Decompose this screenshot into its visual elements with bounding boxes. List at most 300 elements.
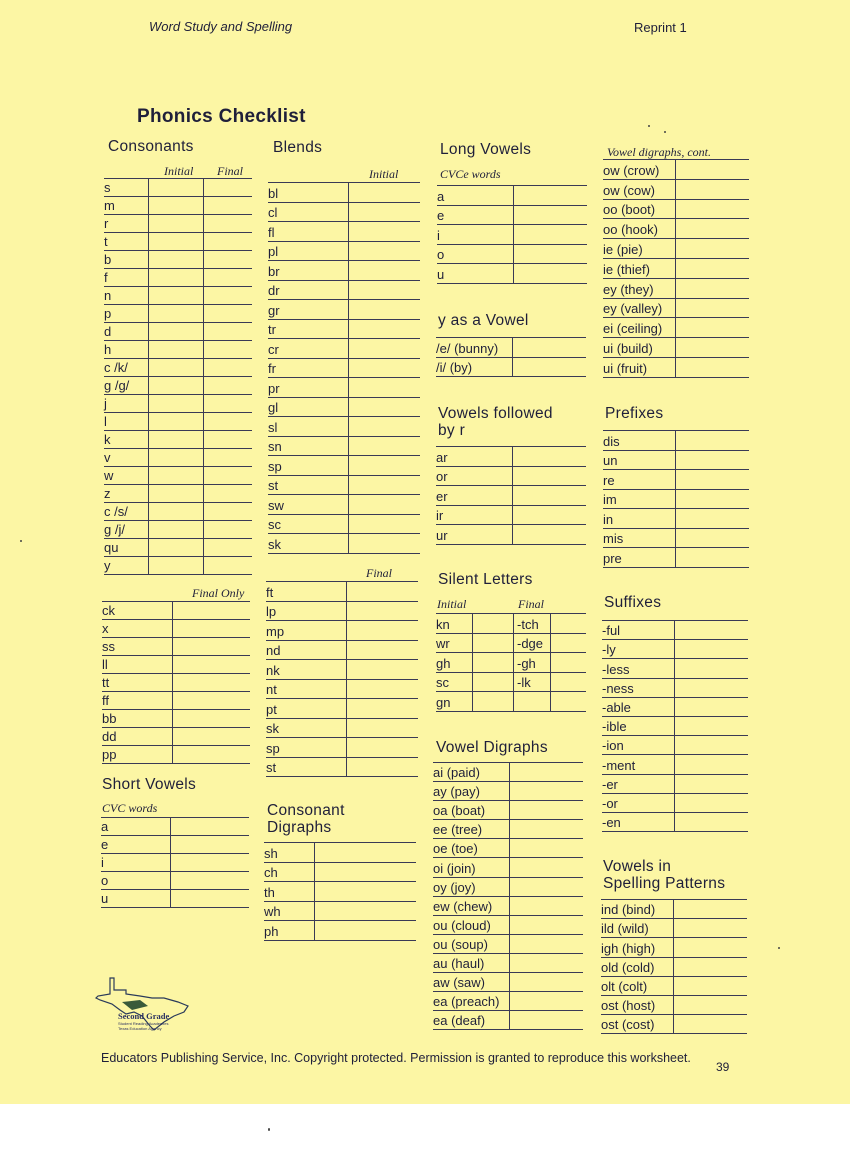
vowel-digraph-cont-row	[603, 219, 749, 239]
consonant-digraph-row	[264, 902, 416, 922]
row-label: -less	[602, 661, 630, 677]
second-grade-logo	[92, 976, 192, 1036]
column-divider	[674, 813, 675, 831]
consonant-row	[104, 179, 252, 197]
blend-row	[268, 495, 420, 515]
column-divider	[148, 539, 149, 556]
column-divider	[348, 242, 349, 261]
column-divider	[673, 996, 674, 1014]
row-label: st	[268, 478, 279, 493]
long-vowels-sub: CVCe words	[440, 167, 501, 181]
suffix-row	[602, 813, 748, 832]
consonant-row	[104, 215, 252, 233]
row-label: th	[264, 884, 275, 900]
row-label: ou (soup)	[433, 936, 488, 952]
column-divider	[172, 638, 173, 655]
column-divider	[346, 602, 347, 621]
column-divider	[172, 692, 173, 709]
consonant-digraph-row	[264, 863, 416, 883]
column-divider	[348, 417, 349, 436]
column-divider	[203, 359, 204, 376]
column-divider	[348, 183, 349, 202]
vowel-digraph-row	[433, 878, 583, 897]
short-vowels-heading: Short Vowels	[102, 776, 197, 793]
column-divider	[509, 897, 510, 915]
row-label: e	[437, 208, 445, 223]
consonant-row	[104, 359, 252, 377]
column-divider	[675, 219, 676, 238]
row-label: oy (joy)	[433, 879, 476, 895]
column-divider	[346, 738, 347, 757]
blend-row	[268, 261, 420, 281]
row-label: un	[603, 453, 618, 468]
final-only-row	[102, 746, 250, 764]
suffix-row	[602, 717, 748, 736]
row-label: sp	[268, 458, 282, 474]
column-divider	[203, 539, 204, 556]
column-divider	[172, 602, 173, 619]
silent-initial-cell: kn	[436, 616, 450, 632]
column-divider	[148, 251, 149, 268]
row-label: ou (cloud)	[433, 917, 491, 933]
row-label: i	[437, 227, 440, 243]
row-label: gl	[268, 400, 279, 415]
blend-row	[268, 378, 420, 398]
silent-letter-row	[436, 673, 586, 693]
row-label: oo (hook)	[603, 222, 658, 238]
consonant-row	[104, 323, 252, 341]
row-label: p	[104, 306, 112, 321]
row-label: n	[104, 288, 112, 303]
row-label: /i/ (by)	[436, 360, 473, 375]
column-divider	[348, 515, 349, 534]
final-only-table	[102, 601, 250, 764]
row-label: lp	[266, 604, 277, 619]
row-label: cr	[268, 341, 279, 357]
spelling-pattern-row	[601, 977, 747, 996]
row-label: ui (build)	[603, 340, 653, 356]
silent-final-cell: -gh	[517, 655, 536, 671]
row-label: sk	[266, 721, 279, 736]
column-divider	[472, 614, 473, 633]
column-divider	[203, 179, 204, 196]
row-label: oo (boot)	[603, 202, 656, 218]
row-label: ow (cow)	[603, 182, 656, 198]
column-divider	[348, 437, 349, 456]
column-divider	[675, 180, 676, 199]
row-label: olt (colt)	[601, 978, 648, 994]
blend-row	[268, 417, 420, 437]
vowel-digraph-row	[433, 820, 583, 839]
column-divider	[203, 233, 204, 250]
final-blend-row	[266, 758, 418, 778]
row-label: tr	[268, 322, 276, 337]
row-label: igh (high)	[601, 940, 656, 956]
column-divider	[203, 557, 204, 574]
row-label: sk	[268, 536, 281, 552]
column-divider	[170, 872, 171, 889]
consonant-digraph-row	[264, 921, 416, 941]
column-divider	[348, 222, 349, 241]
prefixes-table	[603, 430, 749, 568]
suffix-row	[602, 621, 748, 640]
row-label: pre	[603, 550, 622, 566]
logo-line-1: Second Grade	[118, 1011, 170, 1021]
row-label: -able	[602, 699, 631, 715]
row-label: x	[102, 621, 109, 636]
prefix-row	[603, 529, 749, 549]
column-divider	[148, 341, 149, 358]
column-divider	[472, 634, 473, 653]
column-divider	[314, 863, 315, 882]
row-label: re	[603, 472, 615, 488]
silent-letter-row	[436, 692, 586, 712]
row-label: ee (tree)	[433, 822, 483, 838]
column-divider	[509, 992, 510, 1010]
row-label: f	[104, 270, 108, 285]
header-title: Word Study and Spelling	[149, 19, 293, 34]
row-label: qu	[104, 540, 119, 555]
suffix-row	[602, 794, 748, 813]
suffix-row	[602, 640, 748, 659]
column-divider	[675, 358, 676, 377]
column-divider	[675, 200, 676, 219]
column-divider	[203, 485, 204, 502]
final-blend-row	[266, 641, 418, 661]
column-divider	[550, 634, 551, 653]
column-divider	[203, 449, 204, 466]
row-label: bb	[102, 711, 117, 726]
column-divider	[170, 854, 171, 871]
column-divider	[674, 775, 675, 793]
column-divider	[509, 1011, 510, 1029]
row-label: in	[603, 511, 614, 527]
column-divider	[348, 476, 349, 495]
short-vowel-row	[101, 854, 249, 872]
row-label: dr	[268, 283, 280, 298]
column-divider	[148, 377, 149, 394]
silent-initial-cell: sc	[436, 675, 449, 690]
row-label: ff	[102, 693, 109, 708]
column-divider	[673, 958, 674, 976]
column-divider	[148, 467, 149, 484]
final-only-row	[102, 620, 250, 638]
column-divider	[675, 338, 676, 357]
column-divider	[148, 557, 149, 574]
row-label: u	[437, 266, 445, 282]
vowel-digraph-row	[433, 763, 583, 782]
blends-initial-label: Initial	[369, 167, 399, 181]
row-label: g /g/	[104, 378, 130, 393]
long-vowel-row	[437, 264, 587, 284]
row-label: d	[104, 324, 112, 339]
column-divider	[348, 534, 349, 553]
column-divider	[172, 656, 173, 673]
column-divider	[172, 620, 173, 637]
column-divider	[674, 621, 675, 639]
column-divider	[550, 653, 551, 672]
column-divider	[509, 820, 510, 838]
row-label: im	[603, 492, 617, 507]
blend-row	[268, 476, 420, 496]
row-label: m	[104, 198, 115, 213]
consonants-heading: Consonants	[108, 138, 194, 155]
column-divider	[513, 225, 514, 244]
vowel-digraph-cont-row	[603, 338, 749, 358]
column-divider	[675, 239, 676, 258]
final-blend-row	[266, 699, 418, 719]
blend-row	[268, 320, 420, 340]
row-label: a	[437, 188, 445, 204]
column-divider	[675, 548, 676, 567]
row-label: -ment	[602, 757, 636, 773]
blend-row	[268, 534, 420, 554]
row-label: dis	[603, 433, 620, 449]
silent-letters-heading: Silent Letters	[438, 571, 533, 588]
column-divider	[512, 358, 513, 377]
blend-row	[268, 281, 420, 301]
final-only-row	[102, 692, 250, 710]
blend-row	[268, 300, 420, 320]
logo-line-3: Texas Education Agency	[118, 1026, 162, 1031]
spelling-pattern-row	[601, 938, 747, 957]
silent-letter-row	[436, 653, 586, 673]
column-divider	[673, 977, 674, 995]
row-label: -er	[602, 776, 618, 792]
final-only-row	[102, 656, 250, 674]
vowel-digraph-row	[433, 839, 583, 858]
consonant-digraphs-heading-2: Digraphs	[267, 819, 332, 836]
row-label: bl	[268, 185, 279, 201]
row-label: ild (wild)	[601, 921, 649, 937]
blend-row	[268, 242, 420, 262]
column-divider	[148, 305, 149, 322]
row-label: ck	[102, 603, 115, 618]
column-divider	[203, 503, 204, 520]
vowel-r-row	[436, 486, 586, 506]
row-label: ai (paid)	[433, 765, 480, 781]
prefix-row	[603, 470, 749, 490]
consonant-digraph-row	[264, 882, 416, 902]
column-divider	[509, 801, 510, 819]
row-label: fr	[268, 361, 276, 376]
column-divider	[203, 377, 204, 394]
consonant-row	[104, 251, 252, 269]
row-label: ind (bind)	[601, 902, 656, 918]
column-divider	[148, 359, 149, 376]
silent-letter-row	[436, 614, 586, 634]
row-label: u	[101, 891, 109, 906]
blends-heading: Blends	[273, 139, 323, 156]
suffix-row	[602, 755, 748, 774]
long-vowel-row	[437, 245, 587, 265]
vowel-r-row	[436, 447, 586, 467]
vowel-digraph-row	[433, 897, 583, 916]
row-label: ay (pay)	[433, 784, 480, 800]
row-label: mis	[603, 531, 624, 546]
blend-row	[268, 339, 420, 359]
column-divider	[675, 470, 676, 489]
suffixes-heading: Suffixes	[604, 594, 662, 611]
column-divider	[675, 529, 676, 548]
prefix-row	[603, 451, 749, 471]
suffix-row	[602, 736, 748, 755]
column-divider	[675, 451, 676, 470]
silent-initial-cell: gh	[436, 655, 451, 671]
y-vowel-row	[436, 338, 586, 358]
blend-row	[268, 359, 420, 379]
column-divider	[512, 525, 513, 544]
vowel-digraph-row	[433, 858, 583, 877]
row-label: wh	[264, 904, 281, 919]
column-divider	[674, 679, 675, 697]
column-divider	[172, 746, 173, 763]
row-label: o	[437, 247, 445, 262]
consonants-final-label: Final	[217, 164, 243, 178]
column-divider	[348, 495, 349, 514]
column-divider	[148, 503, 149, 520]
column-divider	[512, 338, 513, 357]
silent-letters-table	[436, 613, 586, 712]
column-divider	[509, 763, 510, 781]
column-divider	[203, 251, 204, 268]
prefix-row	[603, 490, 749, 510]
column-divider	[673, 919, 674, 937]
column-divider	[348, 398, 349, 417]
column-divider	[148, 179, 149, 196]
column-divider	[148, 269, 149, 286]
row-label: -ible	[602, 719, 627, 735]
final-blend-row	[266, 602, 418, 622]
column-divider	[346, 758, 347, 777]
row-label: ow (crow)	[603, 162, 660, 178]
short-vowel-row	[101, 872, 249, 890]
consonant-row	[104, 377, 252, 395]
column-divider	[148, 431, 149, 448]
long-vowel-row	[437, 225, 587, 245]
column-divider	[172, 674, 173, 691]
column-divider	[348, 203, 349, 222]
footer-copyright: Educators Publishing Service, Inc. Copyright protected. Permission is granted to reproduce this worksheet.	[101, 1051, 691, 1065]
column-divider	[675, 279, 676, 298]
long-vowel-row	[437, 186, 587, 206]
row-label: gr	[268, 302, 280, 318]
final-only-row	[102, 674, 250, 692]
column-divider	[509, 858, 510, 876]
consonant-row	[104, 233, 252, 251]
column-divider	[472, 653, 473, 672]
spelling-patterns-table	[601, 899, 747, 1034]
vowel-digraph-cont-row	[603, 279, 749, 299]
row-label: au (haul)	[433, 956, 485, 972]
row-label: b	[104, 252, 112, 267]
vowel-digraph-cont-row	[603, 239, 749, 259]
row-label: k	[104, 432, 111, 447]
column-divider	[675, 299, 676, 318]
row-label: v	[104, 450, 111, 465]
row-label: oi (join)	[433, 860, 476, 876]
spelling-patterns-heading-1: Vowels in	[603, 858, 672, 875]
column-divider	[509, 878, 510, 896]
row-label: s	[104, 180, 111, 195]
short-vowels-sub: CVC words	[102, 801, 158, 815]
vowels-r-heading-1: Vowels followed	[438, 405, 553, 422]
column-divider	[674, 736, 675, 754]
row-label: h	[104, 342, 112, 357]
vowel-digraph-cont-row	[603, 358, 749, 378]
short-vowel-row	[101, 836, 249, 854]
consonant-row	[104, 485, 252, 503]
row-label: dd	[102, 729, 117, 744]
column-divider	[348, 456, 349, 475]
column-divider	[148, 197, 149, 214]
row-label: fl	[268, 224, 275, 240]
vowels-r-table	[436, 446, 586, 545]
column-divider	[170, 818, 171, 835]
row-label: ei (ceiling)	[603, 321, 663, 337]
prefix-row	[603, 509, 749, 529]
suffix-row	[602, 679, 748, 698]
row-label: pr	[268, 380, 280, 396]
vowel-digraph-row	[433, 954, 583, 973]
row-label: ie (pie)	[603, 241, 643, 257]
row-label: ur	[436, 527, 448, 543]
column-divider	[513, 245, 514, 264]
column-divider	[674, 717, 675, 735]
page-title: Phonics Checklist	[137, 106, 306, 127]
blends-final-table	[266, 581, 418, 777]
y-vowel-heading: y as a Vowel	[438, 312, 529, 329]
column-divider	[509, 916, 510, 934]
scan-speck	[648, 125, 650, 127]
consonant-row	[104, 467, 252, 485]
vowels-r-heading-2: by r	[438, 422, 466, 439]
vowel-digraphs-cont-heading: Vowel digraphs, cont.	[607, 145, 711, 159]
column-divider	[675, 318, 676, 337]
vowel-digraph-row	[433, 1011, 583, 1030]
column-divider	[203, 305, 204, 322]
consonants-table	[104, 178, 252, 575]
column-divider	[674, 640, 675, 658]
column-divider	[172, 728, 173, 745]
column-divider	[550, 692, 551, 711]
page-number: 39	[716, 1060, 730, 1074]
column-divider	[348, 359, 349, 378]
row-label: -ly	[602, 642, 616, 658]
column-divider	[346, 641, 347, 660]
spelling-pattern-row	[601, 958, 747, 977]
column-divider	[513, 673, 514, 692]
suffix-row	[602, 698, 748, 717]
row-label: nt	[266, 682, 277, 697]
row-label: ar	[436, 449, 448, 465]
column-divider	[346, 582, 347, 601]
row-label: -ion	[602, 738, 624, 754]
column-divider	[513, 206, 514, 225]
row-label: i	[101, 855, 104, 870]
column-divider	[346, 699, 347, 718]
column-divider	[675, 259, 676, 278]
row-label: g /j/	[104, 522, 125, 537]
row-label: or	[436, 469, 448, 484]
column-divider	[203, 323, 204, 340]
spelling-patterns-heading-2: Spelling Patterns	[603, 875, 726, 892]
row-label: sh	[264, 845, 278, 861]
vowel-digraph-cont-row	[603, 160, 749, 180]
column-divider	[314, 921, 315, 940]
column-divider	[509, 839, 510, 857]
column-divider	[203, 395, 204, 412]
